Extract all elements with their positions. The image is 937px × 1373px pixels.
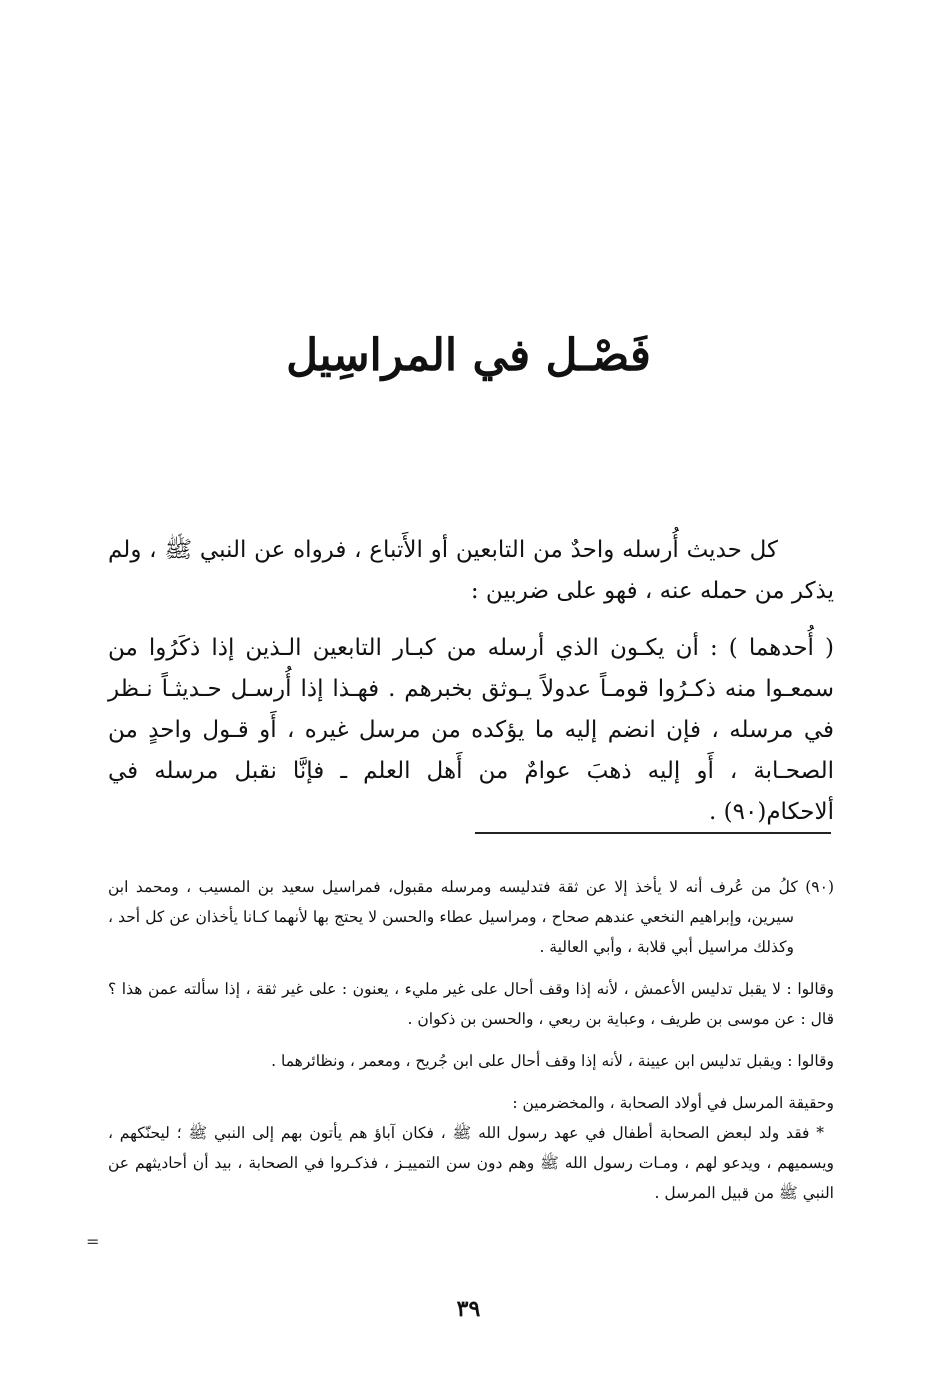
- page-number: ٣٩: [456, 1296, 481, 1322]
- footnote-separator: [475, 832, 831, 834]
- footnote-90: (٩٠) كلُ من عُرف أنه لا يأخذ إلا عن ثقة فتدليسه ومرسله مقبول، فمراسيل سعيد بن المسيب ، ومحمد ابن سيرين، وإبراهيم النخعي عندهم صحاح ، ومراسيل عطاء والحسن لا يحتج بها لأنهما كـانا يأخذان عن كل أحد ، وكذلك مراسيل أبي قلابة ، وأبي العالية .: [108, 878, 834, 956]
- paragraph-first-type: ( أُحدهما ) : أن يكـون الذي أرسله من كبـار التابعين الـذين إذا ذكَرُوا من سمعـوا منه ذكـرُوا قومـاً عدولاً يـوثق بخبرهم . فهـذا إذا أُرسـل حـديثـاً نـظر في مرسله ، فإن انضم إليه ما يؤكده من مرسل غيره ، أَو قـول واحدٍ من الصحـابة ، أَو إليه ذهبَ عوامٌ من أَهل العلم ـ فإنَّا نقبل مرسله في ألاحكام(٩٠) .: [108, 635, 834, 825]
- margin-continuation-mark: =: [86, 1232, 100, 1251]
- footnote-paragraph-aamash: وقالوا : لا يقبل تدليس الأعمش ، لأنه إذا وقف أحال على غير مليء ، يعنون : على غير ثقة ، إذا سألته عمن هذا ؟ قال : عن موسى بن طريف ، وعباية بن ربعي ، والحسن بن ذكوان .: [108, 980, 834, 1028]
- main-text: [108, 530, 834, 849]
- footnotes: [108, 872, 834, 1220]
- footnote-paragraph-definition: وحقيقة المرسل في أولاد الصحابة ، والمخضرمين :: [512, 1094, 834, 1112]
- footnote-paragraph-children: * فقد ولد لبعض الصحابة أطفال في عهد رسول الله ﷺ ، فكان آباؤ هم يأتون بهم إلى النبي ﷺ ؛ ليحنّكهم ، ويسميهم ، ويدعو لهم ، ومـات رسول الله ﷺ وهم دون سن التمييـز ، فذكـروا في الصحابة ، بيد أن أحاديثهم عن النبي ﷺ من قبيل المرسل .: [108, 1124, 834, 1202]
- chapter-title: فَصْـل في المراسِيل: [286, 330, 651, 381]
- footnote-paragraph-ibn-uyaynah: وقالوا : ويقبل تدليس ابن عيينة ، لأنه إذا وقف أحال على ابن جُريح ، ومعمر ، ونظائرهما .: [271, 1052, 834, 1070]
- paragraph-intro: كل حديث أُرسله واحدٌ من التابعين أو الأَتباع ، فرواه عن النبي ﷺ ، ولم يذكر من حمله عنه ، فهو على ضربين :: [108, 537, 834, 604]
